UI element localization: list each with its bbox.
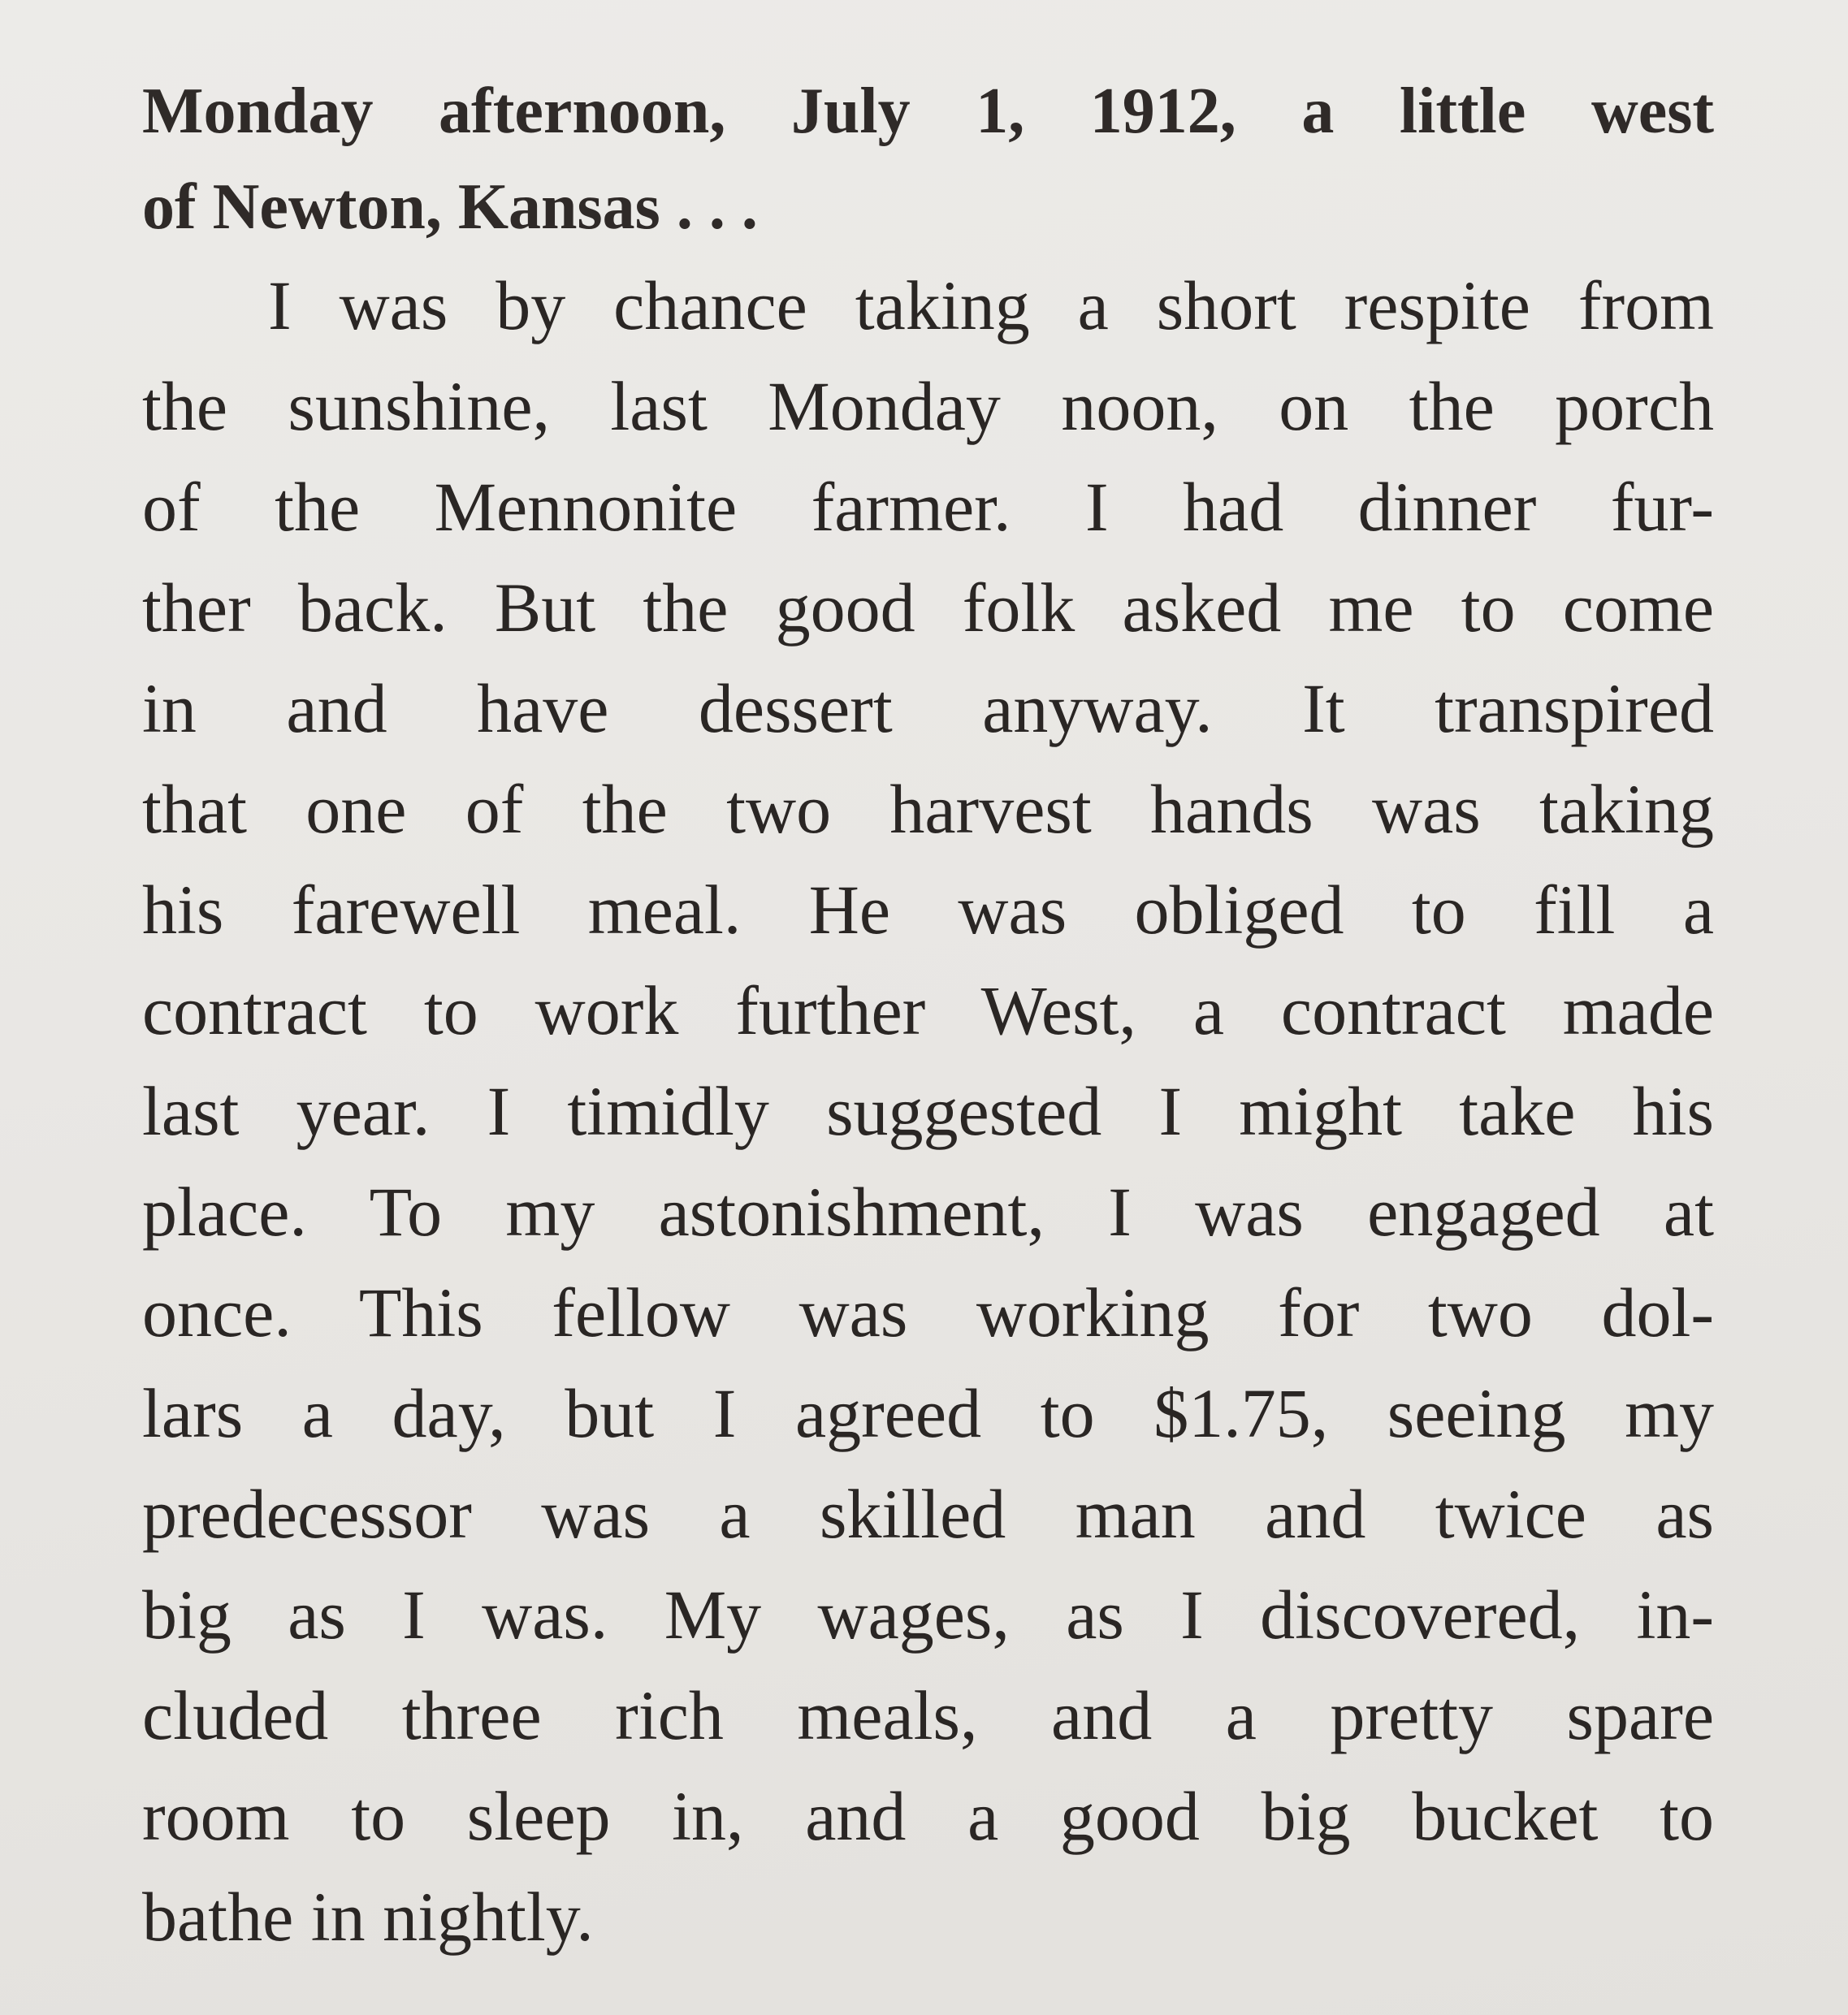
- paragraph-line: of the Mennonite farmer. I had dinner fur-: [142, 468, 1714, 546]
- paragraph-line: room to sleep in, and a good big bucket to: [142, 1777, 1714, 1855]
- page-text: [142, 63, 1714, 1967]
- paragraph-line: contract to work further West, a contract made: [142, 971, 1714, 1049]
- dateline-heading: [142, 63, 1714, 255]
- body-paragraph: [142, 255, 1714, 1967]
- paragraph-line: cluded three rich meals, and a pretty spare: [142, 1676, 1714, 1754]
- paragraph-line: place. To my astonishment, I was engaged at: [142, 1173, 1714, 1251]
- paragraph-line: lars a day, but I agreed to $1.75, seeing my: [142, 1374, 1714, 1452]
- paragraph-line: in and have dessert anyway. It transpired: [142, 669, 1714, 747]
- heading-line: Monday afternoon, July 1, 1912, a little west: [142, 76, 1714, 147]
- paragraph-line: his farewell meal. He was obliged to fill a: [142, 871, 1714, 949]
- paragraph-line: ther back. But the good folk asked me to come: [142, 569, 1714, 646]
- paragraph-line: last year. I timidly suggested I might take his: [142, 1072, 1714, 1150]
- paragraph-line: big as I was. My wages, as I discovered, in-: [142, 1576, 1714, 1654]
- paragraph-line: the sunshine, last Monday noon, on the porch: [142, 367, 1714, 445]
- paragraph-line: predecessor was a skilled man and twice as: [142, 1475, 1714, 1553]
- paragraph-line: I was by chance taking a short respite from: [268, 266, 1714, 344]
- paragraph-line: once. This fellow was working for two dol-: [142, 1273, 1714, 1351]
- heading-line: of Newton, Kansas . . .: [142, 171, 758, 243]
- paragraph-line: that one of the two harvest hands was taking: [142, 770, 1714, 848]
- paragraph-line: bathe in nightly.: [142, 1878, 594, 1956]
